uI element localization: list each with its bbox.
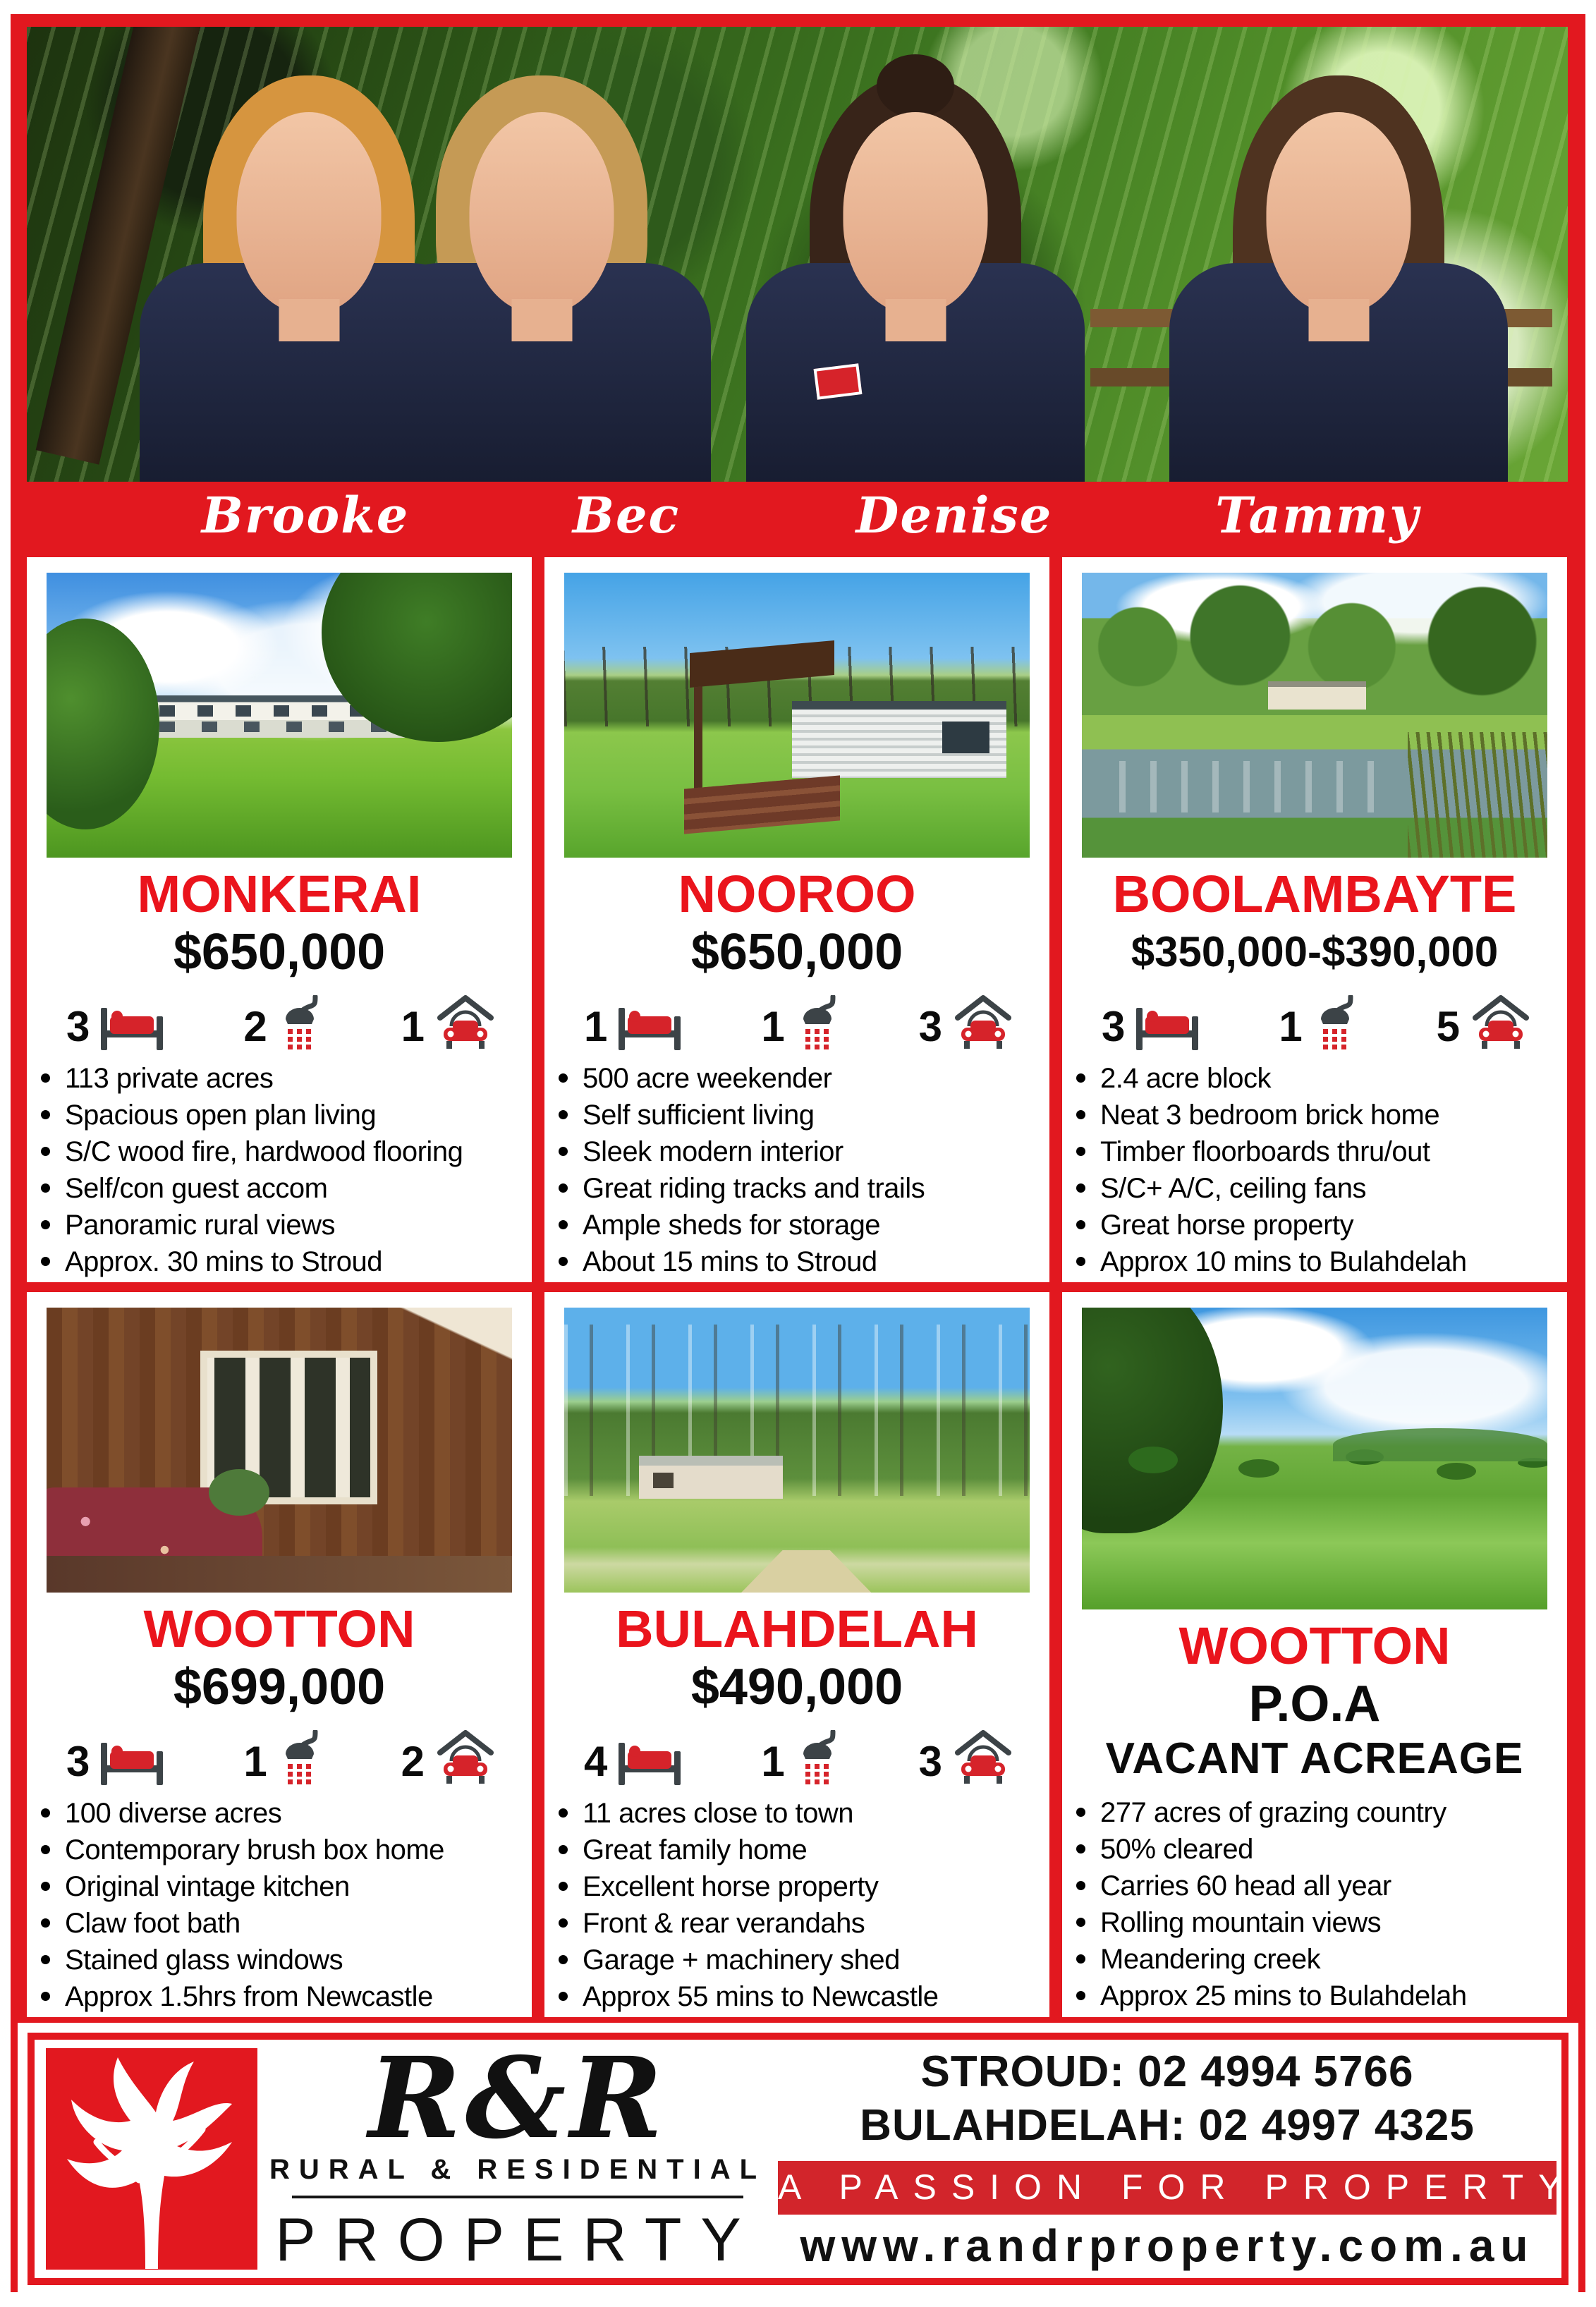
bed-icon	[101, 1008, 163, 1050]
agent-name: Tammy	[1215, 486, 1420, 544]
agent-name: Brooke	[201, 486, 410, 544]
feature-item: Great family home	[557, 1834, 1038, 1867]
feature-item: Approx 10 mins to Bulahdelah	[1075, 1246, 1556, 1279]
feature-item: Approx 25 mins to Bulahdelah	[1075, 1980, 1556, 2013]
listing-card	[1062, 1292, 1567, 2017]
company-badge	[814, 363, 863, 399]
feature-item: Approx 1.5hrs from Newcastle	[39, 1980, 520, 2014]
cars-count: 3	[918, 1738, 942, 1785]
listing-location: BULAHDELAH	[616, 1600, 978, 1659]
bed-icon	[1136, 1008, 1198, 1050]
photo-element	[1128, 1447, 1178, 1473]
listing-price: $650,000	[690, 924, 903, 981]
listing-stats	[66, 1721, 495, 1785]
shower-icon	[279, 995, 321, 1050]
listings-grid	[27, 557, 1567, 2017]
beds-stat	[66, 1739, 163, 1785]
feature-item: About 15 mins to Stroud	[557, 1246, 1038, 1279]
cars-stat	[919, 994, 1013, 1050]
garage-icon	[1471, 994, 1530, 1050]
feature-item: Self sufficient living	[557, 1099, 1038, 1132]
beds-count: 3	[1102, 1003, 1126, 1050]
baths-stat	[761, 1730, 838, 1785]
cars-count: 1	[401, 1003, 425, 1050]
feature-item: Garage + machinery shed	[557, 1944, 1038, 1977]
bed-icon	[101, 1743, 163, 1785]
face	[1267, 112, 1411, 313]
cars-count: 3	[918, 1003, 942, 1050]
agent-name: Denise	[855, 486, 1053, 544]
beds-count: 3	[66, 1738, 90, 1785]
listing-card	[544, 557, 1049, 1282]
footer	[28, 2033, 1577, 2285]
feature-item: Stained glass windows	[39, 1944, 520, 1977]
photo-element	[792, 701, 1006, 778]
garage-icon	[954, 1729, 1013, 1785]
garage-icon	[436, 1729, 495, 1785]
phone-bulahdelah: BULAHDELAH: 02 4997 4325	[860, 2101, 1475, 2150]
listing-price: $650,000	[173, 924, 386, 981]
cars-stat	[919, 1729, 1013, 1785]
listing-features	[1075, 1059, 1556, 1282]
brand-block	[267, 2033, 768, 2278]
brand-monogram: R&R	[368, 2033, 667, 2164]
listing-photo	[1082, 573, 1547, 858]
feature-item: 11 acres close to town	[557, 1797, 1038, 1830]
photo-element	[564, 1325, 1030, 1496]
listing-card	[27, 1292, 532, 2017]
photo-element	[1408, 732, 1547, 858]
feature-item: Great horse property	[1075, 1209, 1556, 1242]
listing-photo	[1082, 1308, 1547, 1609]
feature-item: Excellent horse property	[557, 1870, 1038, 1904]
listing-location: NOOROO	[678, 865, 916, 924]
feature-item: Carries 60 head all year	[1075, 1870, 1556, 1903]
feature-item: Great riding tracks and trails	[557, 1172, 1038, 1205]
tree-logo-icon	[46, 2048, 257, 2270]
phone-stroud: STROUD: 02 4994 5766	[920, 2047, 1414, 2096]
garage-icon	[436, 994, 495, 1050]
baths-stat	[243, 995, 320, 1050]
bed-icon	[619, 1008, 681, 1050]
photo-element	[741, 1550, 872, 1593]
listing-photo	[564, 1308, 1030, 1593]
feature-item: Spacious open plan living	[39, 1099, 520, 1132]
beds-stat	[584, 1739, 681, 1785]
listing-stats	[584, 986, 1013, 1050]
listing-price: $490,000	[690, 1659, 903, 1716]
feature-item: Approx. 30 mins to Stroud	[39, 1246, 520, 1279]
listing-location: MONKERAI	[137, 865, 422, 924]
baths-stat	[761, 995, 838, 1050]
listing-features	[39, 1059, 520, 1282]
listing-features	[557, 1059, 1038, 1282]
feature-item: 100 diverse acres	[39, 1797, 520, 1830]
feature-item: 277 acres of grazing country	[1075, 1796, 1556, 1830]
cars-stat	[401, 1729, 495, 1785]
feature-item: Sleek modern interior	[557, 1136, 1038, 1169]
feature-item: S/C wood fire, hardwood flooring	[39, 1136, 520, 1169]
beds-count: 1	[584, 1003, 608, 1050]
shower-icon	[796, 1730, 839, 1785]
feature-item: Original vintage kitchen	[39, 1870, 520, 1904]
red-frame	[11, 14, 1585, 2292]
listing-photo	[47, 1308, 512, 1593]
listing-location: WOOTTON	[1178, 1617, 1451, 1675]
feature-item: Claw foot bath	[39, 1907, 520, 1940]
listing-stats	[66, 986, 495, 1050]
listing-stats	[1102, 986, 1530, 1050]
baths-count: 1	[761, 1003, 785, 1050]
shower-icon	[1314, 995, 1356, 1050]
feature-item: Self/con guest accom	[39, 1172, 520, 1205]
feature-item: Contemporary brush box home	[39, 1834, 520, 1867]
feature-item: Approx 55 mins to Newcastle	[557, 1980, 1038, 2014]
listing-location: BOOLAMBAYTE	[1112, 865, 1517, 924]
face	[843, 112, 988, 313]
feature-item: 50% cleared	[1075, 1833, 1556, 1866]
agent-portrait-tammy	[1155, 51, 1522, 482]
photo-element	[639, 1456, 784, 1499]
agent-portrait-denise	[732, 51, 1099, 482]
beds-count: 3	[66, 1003, 90, 1050]
baths-count: 1	[761, 1738, 785, 1785]
feature-item: 500 acre weekender	[557, 1062, 1038, 1095]
feature-item: Ample sheds for storage	[557, 1209, 1038, 1242]
feature-item: Neat 3 bedroom brick home	[1075, 1099, 1556, 1132]
shower-icon	[279, 1730, 321, 1785]
cars-stat	[1437, 994, 1530, 1050]
listing-card	[544, 1292, 1049, 2017]
beds-stat	[584, 1004, 681, 1050]
feature-item: Panoramic rural views	[39, 1209, 520, 1242]
listing-subtitle: VACANT ACREAGE	[1105, 1734, 1524, 1783]
feature-item: 113 private acres	[39, 1062, 520, 1095]
feature-item: S/C+ A/C, ceiling fans	[1075, 1172, 1556, 1205]
baths-count: 1	[243, 1738, 267, 1785]
beds-count: 4	[584, 1738, 608, 1785]
baths-stat	[1279, 995, 1356, 1050]
photo-element	[47, 619, 159, 829]
agent-name: Bec	[572, 486, 681, 544]
cars-count: 2	[401, 1738, 425, 1785]
listing-features	[39, 1794, 520, 2017]
team-photo	[27, 27, 1568, 482]
listing-stats	[584, 1721, 1013, 1785]
baths-count: 2	[243, 1003, 267, 1050]
baths-stat	[243, 1730, 320, 1785]
baths-count: 1	[1279, 1003, 1303, 1050]
listing-price: $699,000	[173, 1659, 386, 1716]
agent-names-band	[27, 482, 1568, 556]
photo-element	[47, 1556, 512, 1593]
photo-element	[1119, 761, 1389, 812]
listing-price: P.O.A	[1248, 1676, 1381, 1732]
contact-block	[775, 2045, 1577, 2271]
listing-features	[557, 1794, 1038, 2017]
feature-item: Rolling mountain views	[1075, 1906, 1556, 1940]
listing-card	[1062, 557, 1567, 1282]
shower-icon	[796, 995, 839, 1050]
beds-stat	[1102, 1004, 1198, 1050]
bed-icon	[619, 1743, 681, 1785]
listing-photo	[564, 573, 1030, 858]
feature-item: Timber floorboards thru/out	[1075, 1136, 1556, 1169]
listing-features	[1075, 1793, 1556, 2016]
photo-element	[1268, 681, 1366, 710]
feature-item: 2.4 acre block	[1075, 1062, 1556, 1095]
brand-divider	[292, 2196, 743, 2198]
photo-element	[1082, 1308, 1223, 1533]
brand-tagline-rural-residential: RURAL & RESIDENTIAL	[269, 2154, 767, 2185]
listing-price: $350,000-$390,000	[1131, 928, 1499, 976]
website-url: www.randrproperty.com.au	[800, 2220, 1535, 2271]
feature-item: Meandering creek	[1075, 1943, 1556, 1976]
feature-item: Front & rear verandahs	[557, 1907, 1038, 1940]
garage-icon	[954, 994, 1013, 1050]
listing-location: WOOTTON	[143, 1600, 415, 1659]
face	[470, 112, 614, 313]
brand-property-label: PROPERTY	[275, 2206, 760, 2274]
agent-portrait-bec	[358, 51, 725, 482]
photo-element	[1333, 1428, 1547, 1461]
tagline-band: A PASSION FOR PROPERTY	[778, 2161, 1557, 2215]
listing-photo	[47, 573, 512, 858]
cars-stat	[401, 994, 495, 1050]
listing-card	[27, 557, 532, 1282]
cars-count: 5	[1436, 1003, 1460, 1050]
beds-stat	[66, 1004, 163, 1050]
